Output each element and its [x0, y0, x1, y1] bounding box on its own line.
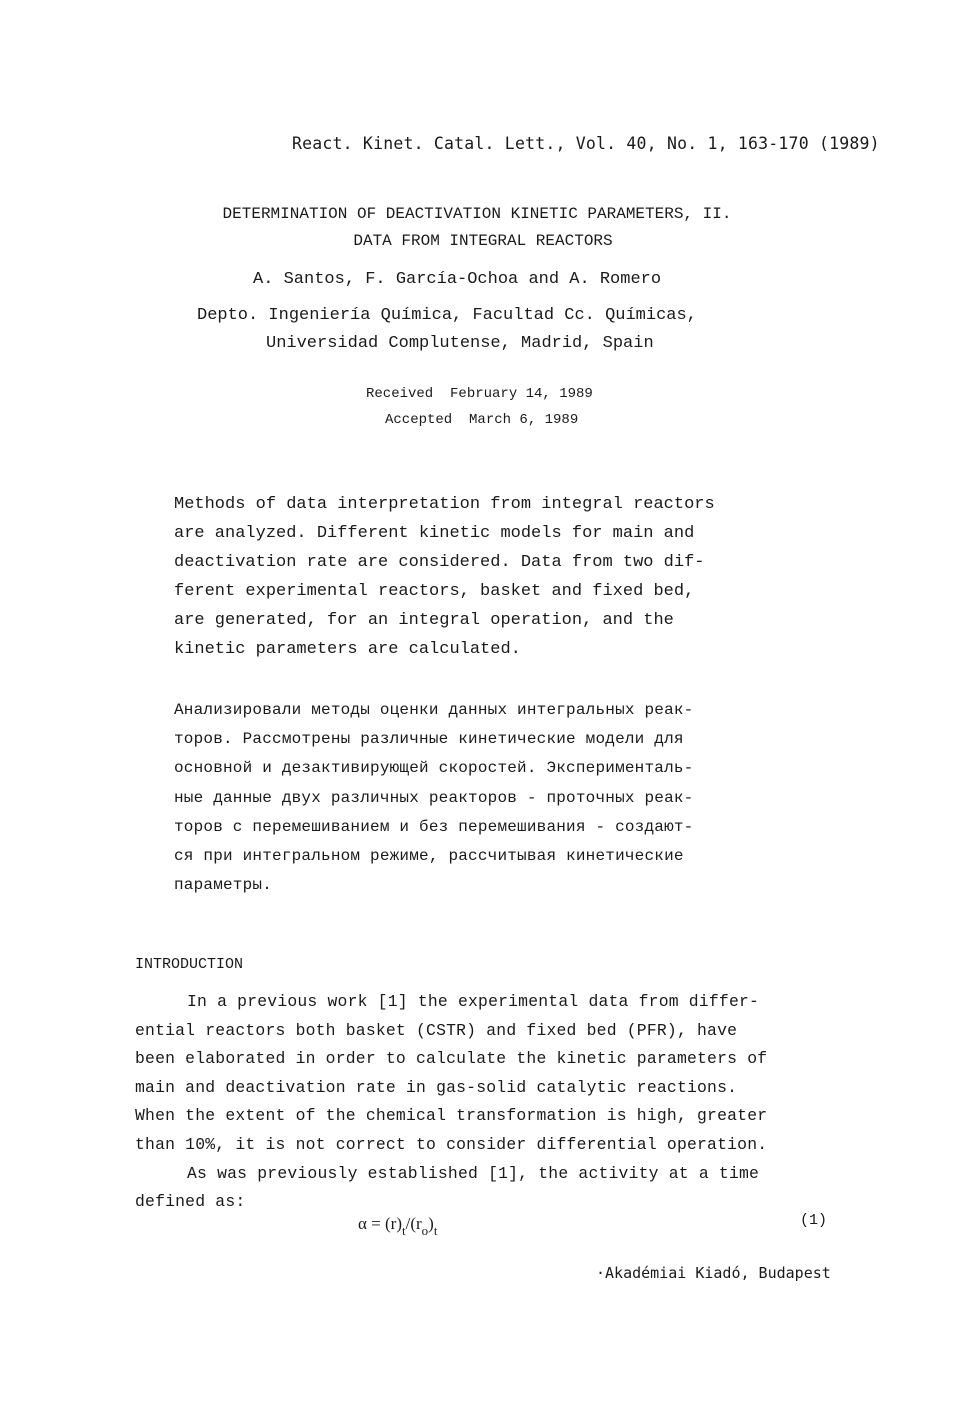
abstract-line: ferent experimental reactors, basket and fixed bed,	[174, 582, 695, 601]
equation-number: (1)	[800, 1212, 828, 1229]
journal-reference: React. Kinet. Catal. Lett., Vol. 40, No. 1, 163-170 (1989)	[292, 134, 880, 153]
abstract-ru-line: торов с перемешиванием и без перемешивания - создают-	[174, 817, 694, 836]
accepted-date: Accepted March 6, 1989	[385, 412, 579, 428]
introduction-body	[135, 988, 767, 1217]
abstract-russian	[174, 696, 693, 900]
abstract-line: are generated, for an integral operation, and the	[174, 611, 674, 630]
body-line: main and deactivation rate in gas-solid catalytic reactions.	[135, 1077, 738, 1097]
body-line: defined as:	[135, 1192, 246, 1212]
body-line: ential reactors both basket (CSTR) and fixed bed (PFR), have	[135, 1020, 738, 1040]
equation-subscript: t	[433, 1223, 438, 1238]
body-line: In a previous work [1] the experimental data from differ-	[187, 992, 760, 1011]
body-line: When the extent of the chemical transformation is high, greater	[135, 1106, 768, 1126]
paper-title-line-1: DETERMINATION OF DEACTIVATION KINETIC PARAMETERS, II.	[222, 205, 732, 223]
affiliation-line-2: Universidad Complutense, Madrid, Spain	[266, 334, 654, 353]
received-date: Received February 14, 1989	[366, 386, 593, 402]
abstract-ru-line: ся при интегральном режиме, рассчитывая кинетические	[174, 847, 684, 866]
equation-part: /(r	[405, 1214, 422, 1233]
abstract-ru-line: параметры.	[174, 876, 273, 895]
publisher-footer: ·Akadémiai Kiadó, Budapest	[596, 1264, 831, 1282]
authors: A. Santos, F. García-Ochoa and A. Romero	[253, 270, 662, 289]
abstract-english	[174, 490, 715, 664]
equation-subscript: o	[421, 1223, 429, 1238]
abstract-ru-line: торов. Рассмотрены различные кинетические модели для	[174, 730, 684, 749]
section-heading-introduction: INTRODUCTION	[135, 956, 244, 973]
abstract-ru-line: Анализировали методы оценки данных интегральных реак-	[174, 701, 694, 719]
affiliation-line-1: Depto. Ingeniería Química, Facultad Cc. Químicas,	[197, 306, 697, 325]
body-line: than 10%, it is not correct to consider differential operation.	[135, 1134, 768, 1154]
equation-lhs: α = (r)	[358, 1214, 402, 1233]
equation-subscript: t	[401, 1223, 406, 1238]
equation-1	[358, 1214, 437, 1239]
abstract-ru-line: ные данные двух различных реакторов - проточных реак-	[174, 788, 694, 807]
abstract-line: are analyzed. Different kinetic models for main and	[174, 524, 695, 543]
abstract-line: kinetic parameters are calculated.	[174, 640, 521, 659]
abstract-line: Methods of data interpretation from integral reactors	[174, 495, 715, 514]
equation-part: )	[428, 1214, 434, 1233]
body-line: As was previously established [1], the activity at a time	[187, 1163, 760, 1183]
paper-title-line-2: DATA FROM INTEGRAL REACTORS	[353, 232, 613, 250]
abstract-ru-line: основной и дезактивирующей скоростей. Эксперименталь-	[174, 759, 694, 778]
body-line: been elaborated in order to calculate the kinetic parameters of	[135, 1049, 768, 1069]
abstract-line: deactivation rate are considered. Data from two dif-	[174, 553, 705, 572]
